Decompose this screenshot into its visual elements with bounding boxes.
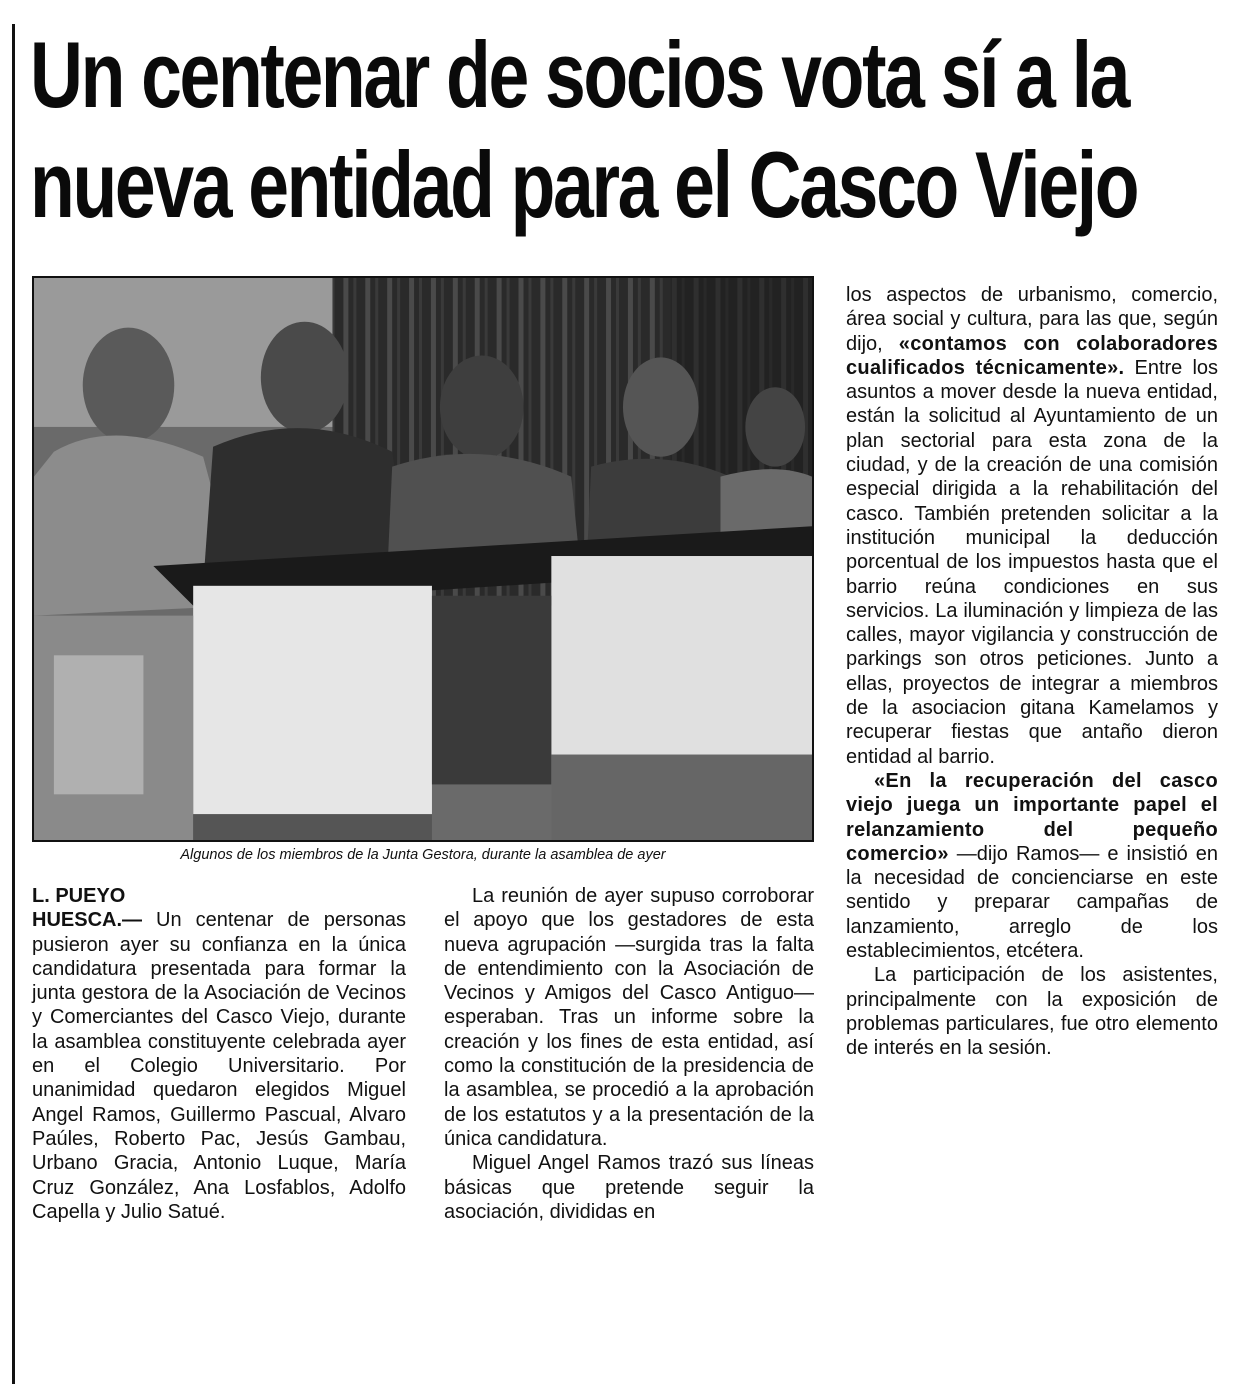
headline [30, 20, 1138, 240]
left-column-rule [12, 24, 15, 1384]
quote: «En la recuperación del casco viejo juega un importante papel el relanzamiento del pequeño comercio» [846, 769, 1218, 865]
article-column-1 [32, 884, 406, 1224]
headline-line-1: Un centenar de socios vota sí a la [30, 22, 1129, 127]
paragraph [846, 769, 1218, 963]
paragraph-text: los aspectos de urbanismo, comercio, área social y cultura, para las que, según dijo, [846, 284, 1218, 355]
news-photo [32, 276, 814, 842]
press-photo-icon [34, 278, 812, 840]
article-column-2 [444, 884, 814, 1224]
dateline: HUESCA.— [32, 909, 143, 932]
paragraph-text: Entre los asuntos a mover desde la nueva entidad, están la solicitud al Ayuntamiento de un plan sectorial para esta zona de la ciudad, y de la creación de una comisión especial dirigida a la rehabilitación del casco. También pretenden solicitar a la institución municipal la deducción porcentual de los impuestos hasta que el barrio reúna condiciones en sus servicios. La iluminación y limpieza de las calles, mayor vigilancia y construcción de parkings son otros peticiones. Junto a ellas, proyectos de integrar a miembros de la asociacion gitana Kamelamos y recuperar fiestas que antaño dieron entidad al barrio. [846, 356, 1219, 768]
paragraph [846, 283, 1218, 769]
paragraph: La participación de los asistentes, principalmente con la exposición de problemas particulares, fue otro elemento de interés en la sesión. [846, 964, 1218, 1060]
photo-caption: Algunos de los miembros de la Junta Gestora, durante la asamblea de ayer [180, 847, 666, 863]
article-column-3 [846, 283, 1218, 1061]
paragraph-text: —dijo Ramos— e insistió en la necesidad de concienciarse en este sentido y preparar campañas de lanzamiento, arreglo de los establecimientos, etcétera. [846, 842, 1218, 963]
paragraph: Miguel Angel Ramos trazó sus líneas básicas que pretende seguir la asociación, divididas en [444, 1152, 814, 1223]
paragraph: La reunión de ayer supuso corroborar el apoyo que los gestadores de esta nueva agrupación —surgida tras la falta de entendimiento con la Asociación de Vecinos y Amigos del Casco Antiguo— esperaban. Tras un informe sobre la creación y los fines de esta entidad, así como la constitución de la presidencia de la asamblea, se procedió a la aprobación de los estatutos y a la presentación de la única candidatura. [444, 885, 814, 1150]
quote: «contamos con colaboradores cualificados técnicamente». [846, 332, 1219, 379]
byline: L. PUEYO [32, 885, 126, 907]
paragraph [32, 908, 406, 1224]
paragraph-text: Un centenar de personas pusieron ayer su confianza en la única candidatura presentada para formar la junta gestora de la Asociación de Vecinos y Comerciantes del Casco Viejo, durante la asamblea constituyente celebrada ayer en el Colegio Universitario. Por unanimidad quedaron elegidos Miguel Angel Ramos, Guillermo Pascual, Alvaro Paúles, Roberto Pac, Jesús Gambau, Urbano Gracia, Antonio Luque, María Cruz González, Ana Losfablos, Adolfo Capella y Julio Satué. [32, 909, 406, 1223]
headline-line-2: nueva entidad para el Casco Viejo [30, 132, 1138, 237]
